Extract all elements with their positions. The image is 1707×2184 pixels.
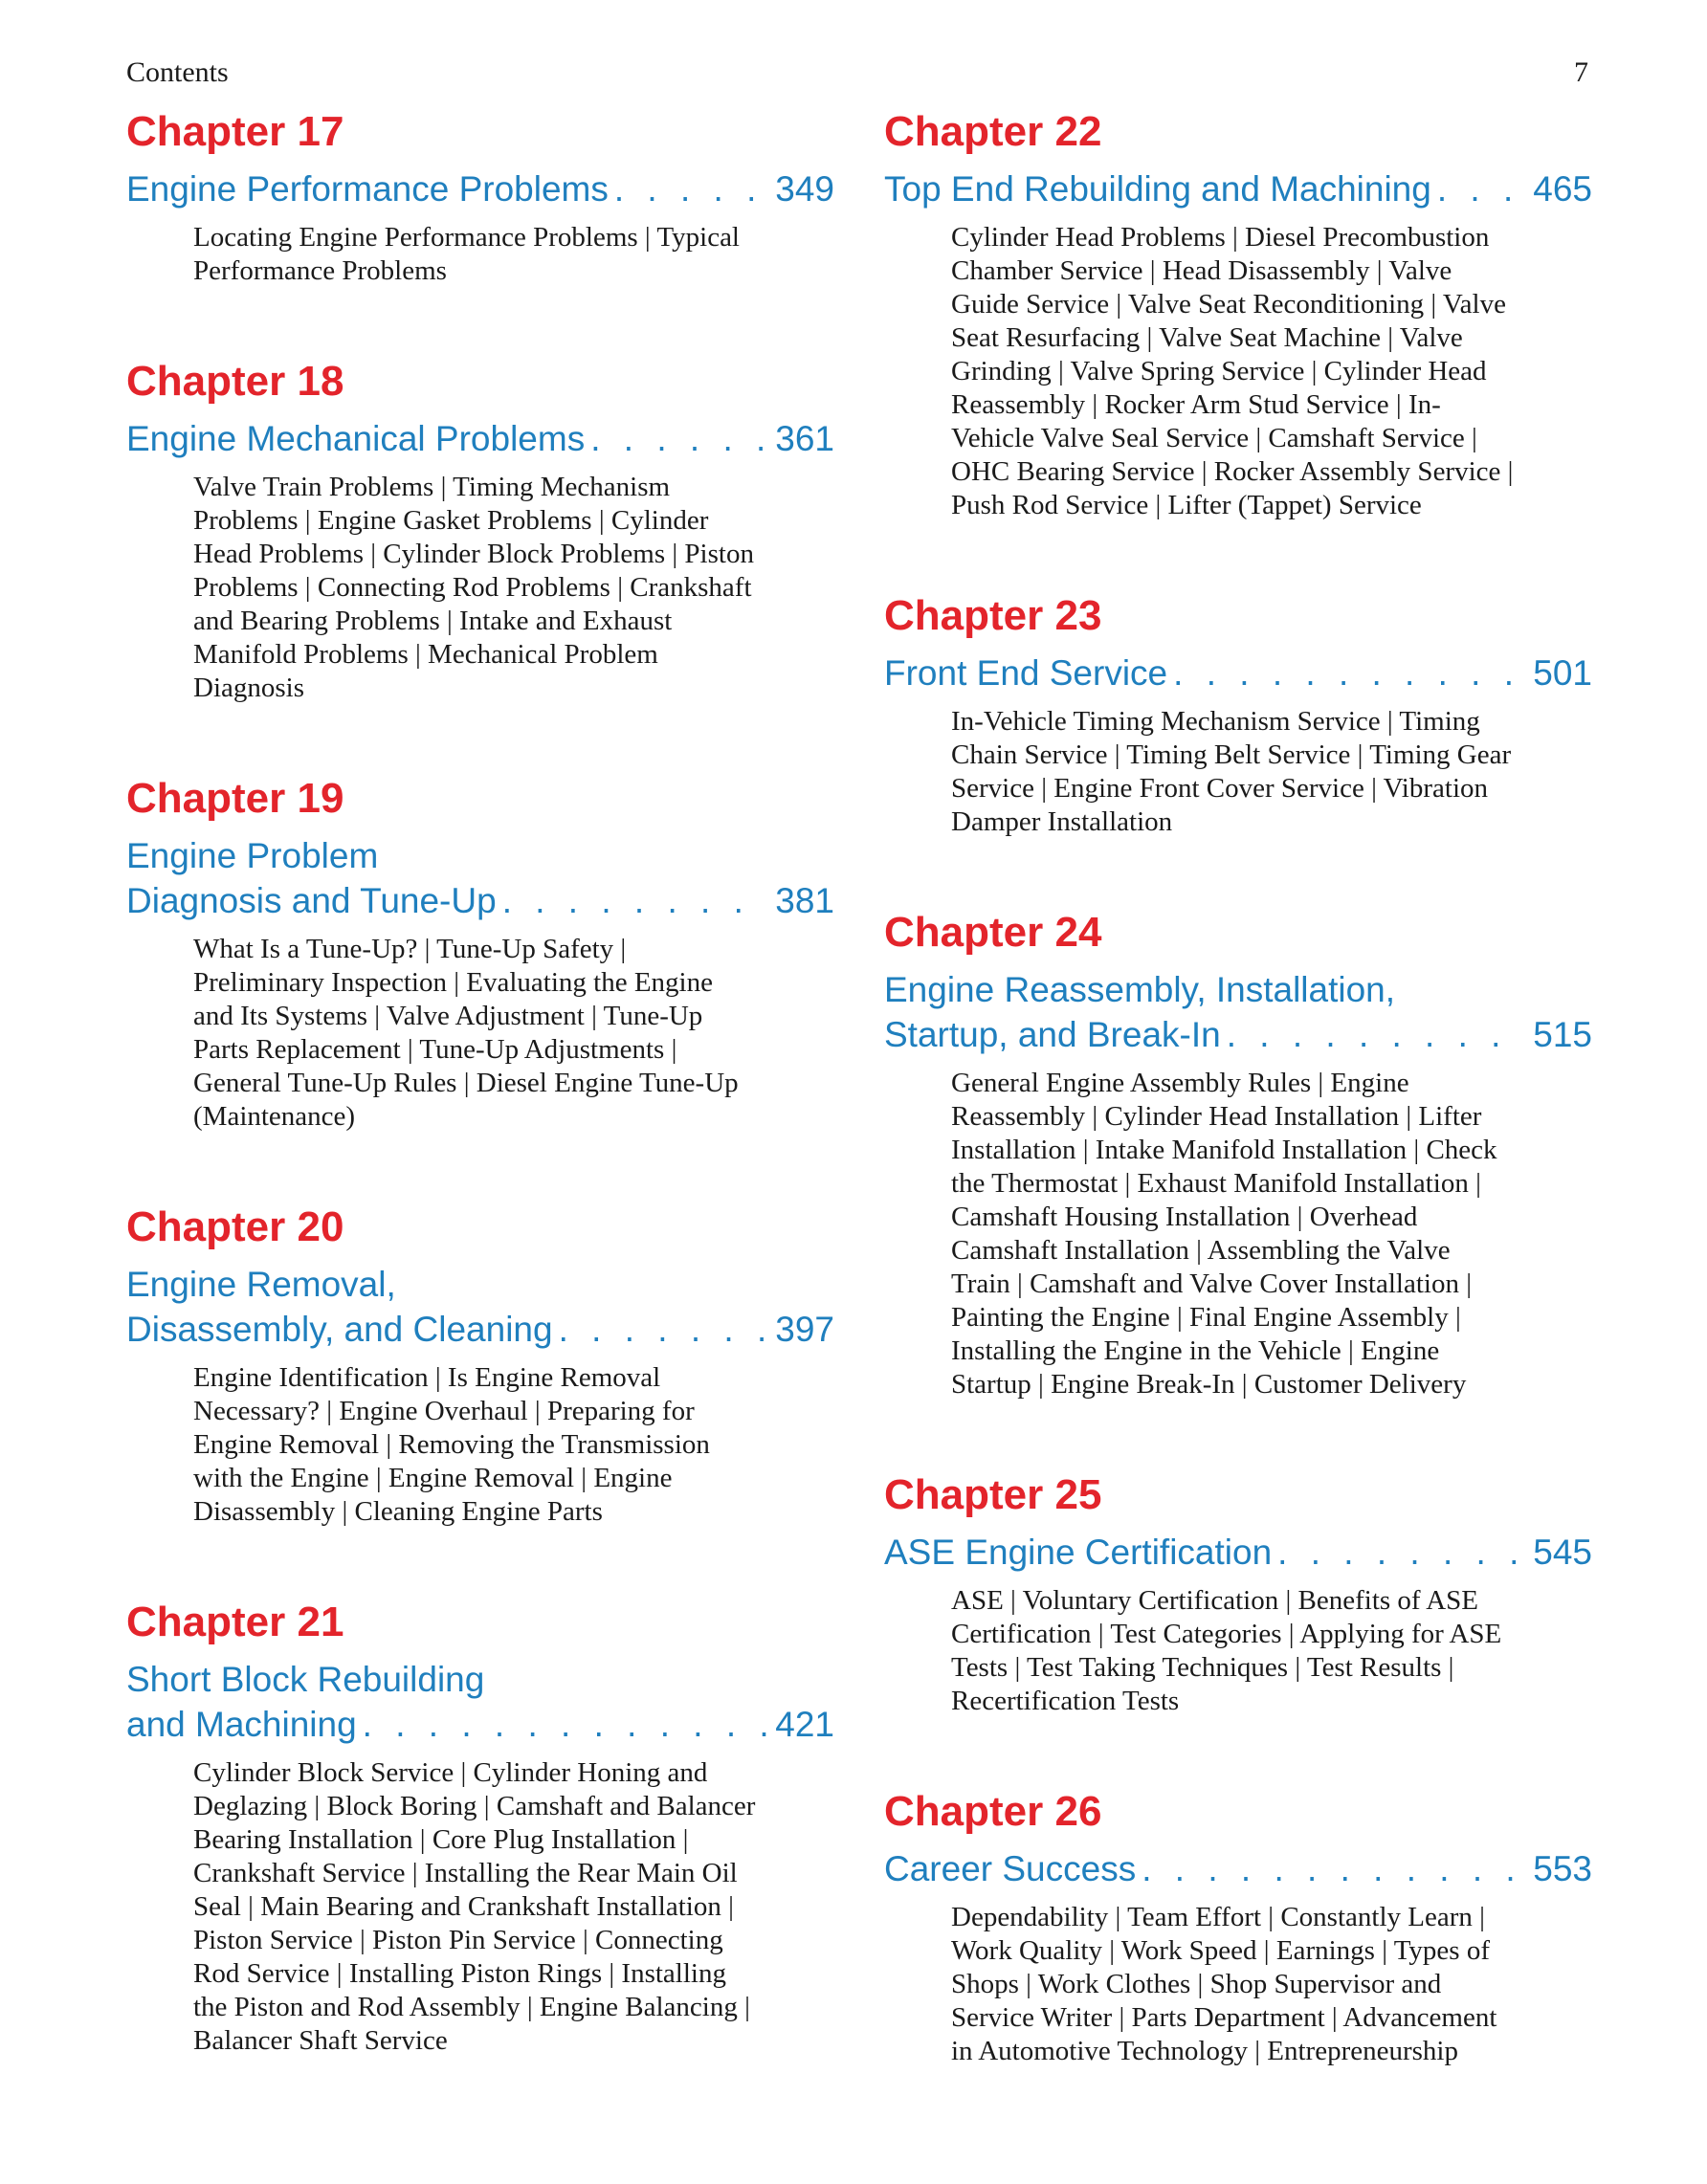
chapter-title-line-2	[884, 166, 1592, 211]
chapter-title-line-2	[126, 1307, 834, 1352]
chapter-topics: Engine Identification | Is Engine Removal Necessary? | Engine Overhaul | Preparing for Engine Removal | Removing the Transmission with the Engine | Engine Removal | Engine Disassembly | Cleaning Engine Parts	[193, 1362, 710, 1527]
dot-leader	[590, 416, 769, 461]
chapter-title[interactable]	[884, 166, 1592, 211]
chapter-topics: What Is a Tune-Up? | Tune-Up Safety | Preliminary Inspection | Evaluating the Engine and Its Systems | Valve Adjustment | Tune-Up Parts Replacement | Tune-Up Adjustments | General Tune-Up Rules | Diesel Engine Tune-Up (Maintenance)	[193, 934, 739, 1132]
dot-leader	[1437, 166, 1527, 211]
chapter-label: Chapter 21	[126, 1599, 344, 1645]
chapter-title-line-1: Engine Problem	[126, 836, 379, 875]
chapter-topics: General Engine Assembly Rules | Engine Reassembly | Cylinder Head Installation | Lifter Installation | Intake Manifold Installation | Check the Thermostat | Exhaust Manifold Installation | Camshaft Housing Installation | Overhead Camshaft Installation | Assembling the Valve Train | Camshaft and Valve Cover Installation | Painting the Engine | Final Engine Assembly | Installing the Engine in the Vehicle | Engine Startup | Engine Break-In | Customer Delivery	[951, 1068, 1497, 1400]
toc-entry	[126, 772, 834, 1134]
chapter-title[interactable]	[884, 1846, 1592, 1891]
chapter-label: Chapter 17	[126, 108, 344, 155]
chapter-title[interactable]	[126, 166, 834, 211]
dot-leader	[1277, 1530, 1527, 1575]
chapter-label: Chapter 26	[884, 1788, 1102, 1835]
toc-entry	[126, 1596, 834, 2058]
chapter-label: Chapter 24	[884, 909, 1102, 956]
toc-column-right	[884, 105, 1592, 2135]
chapter-label: Chapter 19	[126, 775, 344, 822]
chapter-title-line-2	[126, 1702, 834, 1747]
chapter-page-number: 465	[1533, 169, 1592, 209]
dot-leader	[1142, 1846, 1527, 1891]
chapter-title-text: Top End Rebuilding and Machining	[884, 169, 1431, 209]
chapter-title[interactable]	[126, 416, 834, 461]
dot-leader	[502, 878, 770, 923]
chapter-title[interactable]	[126, 833, 834, 923]
toc-entry	[126, 105, 834, 288]
chapter-title-text: ASE Engine Certification	[884, 1533, 1273, 1572]
chapter-title-line-1: Engine Reassembly, Installation,	[884, 970, 1396, 1009]
chapter-title-line-2	[884, 1846, 1592, 1891]
toc-entry	[884, 1785, 1592, 2068]
chapter-label: Chapter 20	[126, 1203, 344, 1250]
chapter-title-line-2	[884, 651, 1592, 695]
chapter-page-number: 545	[1533, 1533, 1592, 1572]
chapter-title-line-2	[126, 416, 834, 461]
chapter-title[interactable]	[884, 1530, 1592, 1575]
chapter-title[interactable]	[884, 651, 1592, 695]
chapter-page-number: 501	[1533, 653, 1592, 693]
toc-entry	[126, 355, 834, 705]
chapter-page-number: 397	[775, 1310, 834, 1349]
chapter-title-text: Disassembly, and Cleaning	[126, 1310, 553, 1349]
chapter-title-line-2	[126, 166, 834, 211]
chapter-title-text: Startup, and Break-In	[884, 1015, 1221, 1054]
chapter-page-number: 381	[775, 881, 834, 920]
chapter-page-number: 421	[775, 1705, 834, 1744]
chapter-label: Chapter 23	[884, 592, 1102, 639]
chapter-title-text: Career Success	[884, 1849, 1137, 1888]
page-number: 7	[1574, 56, 1588, 88]
chapter-page-number: 361	[775, 419, 834, 458]
chapter-topics: ASE | Voluntary Certification | Benefits of ASE Certification | Test Categories | Applying for ASE Tests | Test Taking Techniques | Test Results | Recertification Tests	[951, 1585, 1502, 1716]
dot-leader	[1173, 651, 1527, 695]
dot-leader	[614, 166, 769, 211]
page-header	[126, 55, 1588, 90]
chapter-page-number: 553	[1533, 1849, 1592, 1888]
chapter-title-text: Diagnosis and Tune-Up	[126, 881, 497, 920]
chapter-topics: Cylinder Block Service | Cylinder Honing and Deglazing | Block Boring | Camshaft and Balancer Bearing Installation | Core Plug Installation | Crankshaft Service | Installing the Rear Main Oil Seal | Main Bearing and Crankshaft Installation | Piston Service | Piston Pin Service | Connecting Rod Service | Installing Piston Rings | Installing the Piston and Rod Assembly | Engine Balancing | Balancer Shaft Service	[193, 1757, 756, 2056]
chapter-title[interactable]	[126, 1262, 834, 1352]
chapter-title-text: and Machining	[126, 1705, 357, 1744]
chapter-title-line-1: Short Block Rebuilding	[126, 1660, 485, 1699]
chapter-label: Chapter 22	[884, 108, 1102, 155]
chapter-topics: In-Vehicle Timing Mechanism Service | Timing Chain Service | Timing Belt Service | Timing Gear Service | Engine Front Cover Service | Vibration Damper Installation	[951, 706, 1512, 837]
chapter-page-number: 349	[775, 169, 834, 209]
toc-entry	[126, 1201, 834, 1529]
chapter-title[interactable]	[126, 1657, 834, 1747]
chapter-topics: Cylinder Head Problems | Diesel Precombustion Chamber Service | Head Disassembly | Valve Guide Service | Valve Seat Reconditioning | Valve Seat Resurfacing | Valve Seat Machine | Valve Grinding | Valve Spring Service | Cylinder Head Reassembly | Rocker Arm Stud Service | In-Vehicle Valve Seal Service | Camshaft Service | OHC Bearing Service | Rocker Assembly Service | Push Rod Service | Lifter (Tappet) Service	[951, 222, 1514, 520]
chapter-title-text: Front End Service	[884, 653, 1168, 693]
chapter-title-line-2	[126, 878, 834, 923]
chapter-topics: Valve Train Problems | Timing Mechanism Problems | Engine Gasket Problems | Cylinder Head Problems | Cylinder Block Problems | Piston Problems | Connecting Rod Problems | Crankshaft and Bearing Problems | Intake and Exhaust Manifold Problems | Mechanical Problem Diagnosis	[193, 472, 754, 703]
toc-entry	[884, 906, 1592, 1401]
chapter-topics: Dependability | Team Effort | Constantly Learn | Work Quality | Work Speed | Earnings | Types of Shops | Work Clothes | Shop Supervisor and Service Writer | Parts Department | Advancement in Automotive Technology | Entrepreneurship	[951, 1902, 1497, 2066]
toc-entry	[884, 105, 1592, 522]
chapter-title-line-2	[884, 1530, 1592, 1575]
chapter-title[interactable]	[884, 967, 1592, 1057]
toc-entry	[884, 589, 1592, 839]
chapter-title-text: Engine Performance Problems	[126, 169, 609, 209]
chapter-title-text: Engine Mechanical Problems	[126, 419, 586, 458]
running-head: Contents	[126, 56, 229, 88]
toc-column-left	[126, 105, 834, 2125]
chapter-title-line-1: Engine Removal,	[126, 1265, 396, 1304]
dot-leader	[559, 1307, 770, 1352]
dot-leader	[363, 1702, 770, 1747]
dot-leader	[1227, 1012, 1528, 1057]
chapter-topics: Locating Engine Performance Problems | Typical Performance Problems	[193, 222, 740, 286]
chapter-label: Chapter 18	[126, 358, 344, 405]
chapter-title-line-2	[884, 1012, 1592, 1057]
chapter-page-number: 515	[1533, 1015, 1592, 1054]
toc-entry	[884, 1468, 1592, 1718]
chapter-label: Chapter 25	[884, 1471, 1102, 1518]
